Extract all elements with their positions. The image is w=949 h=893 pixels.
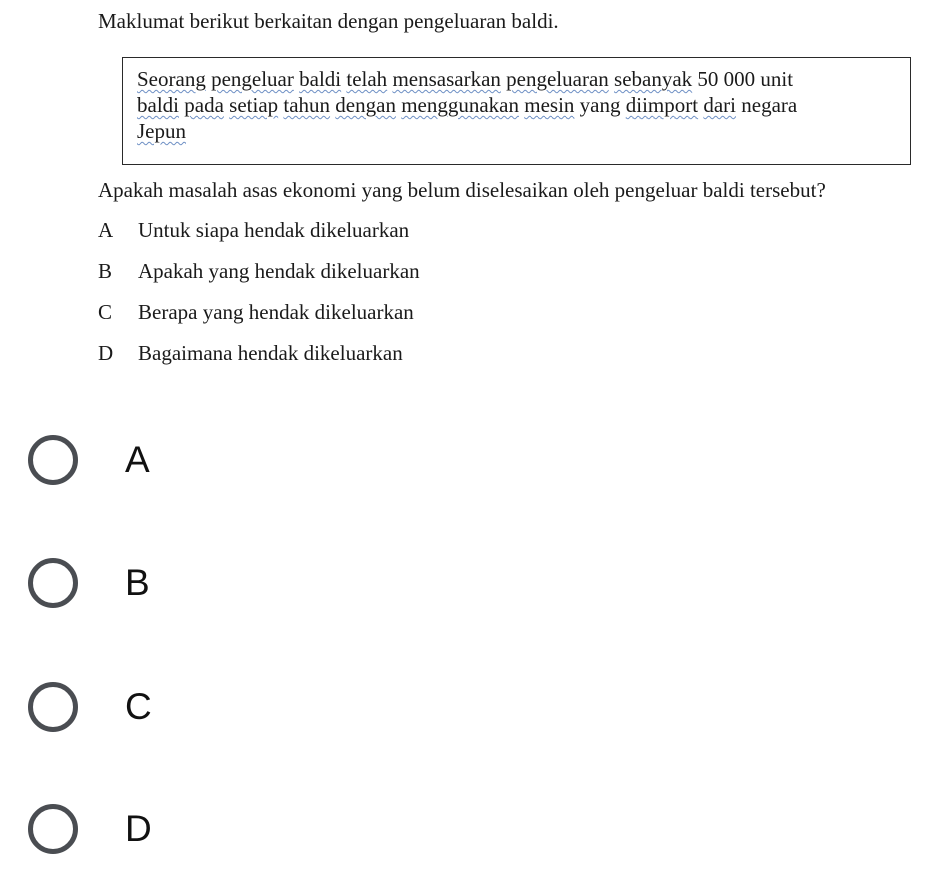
passage-line-3	[137, 118, 900, 144]
radio-button-icon[interactable]	[28, 558, 78, 608]
radio-button-icon[interactable]	[28, 682, 78, 732]
passage-word: menggunakan	[401, 93, 519, 117]
passage-word: pada	[184, 93, 224, 117]
passage-word: diimport	[625, 93, 699, 117]
passage-line-2	[137, 92, 900, 118]
passage-word: tahun	[283, 93, 331, 117]
option-text: Berapa yang hendak dikeluarkan	[138, 300, 414, 324]
passage-word: baldi	[137, 93, 179, 117]
passage-word: negara	[741, 93, 798, 117]
answer-choice-label[interactable]: D	[125, 808, 152, 849]
passage-word: pengeluar	[211, 67, 294, 91]
passage-word: Seorang	[137, 67, 206, 91]
info-passage-box	[122, 57, 911, 165]
answer-choice-label[interactable]: B	[125, 562, 150, 603]
passage-word: Jepun	[137, 119, 186, 143]
option-text: Bagaimana hendak dikeluarkan	[138, 341, 403, 365]
passage-word: dari	[703, 93, 736, 117]
option-letter: A	[98, 218, 114, 242]
passage-word: telah	[346, 67, 388, 91]
answer-choice-c[interactable]	[28, 676, 152, 738]
passage-word: sebanyak	[614, 67, 693, 91]
answer-choice-label[interactable]: A	[125, 439, 150, 480]
option-text: Apakah yang hendak dikeluarkan	[138, 259, 420, 283]
answer-choice-b[interactable]	[28, 552, 150, 614]
passage-word: setiap	[229, 93, 279, 117]
question-text: Apakah masalah asas ekonomi yang belum diselesaikan oleh pengeluar baldi tersebut?	[98, 178, 826, 202]
option-letter: D	[98, 341, 114, 365]
option-c	[98, 299, 414, 325]
passage-word: mensasarkan	[392, 67, 501, 91]
option-text: Untuk siapa hendak dikeluarkan	[138, 218, 410, 242]
passage-line-1	[137, 66, 900, 92]
answer-choice-d[interactable]	[28, 798, 152, 860]
passage-word: yang	[579, 93, 621, 117]
option-letter: B	[98, 259, 113, 283]
intro-text: Maklumat berikut berkaitan dengan pengeluaran baldi.	[98, 9, 559, 33]
passage-word: baldi	[299, 67, 342, 91]
option-letter: C	[98, 300, 113, 324]
option-b	[98, 258, 420, 284]
option-a	[98, 217, 409, 243]
passage-word: mesin	[524, 93, 575, 117]
passage-word: 50 000 unit	[697, 67, 794, 91]
answer-choice-label[interactable]: C	[125, 686, 152, 727]
radio-button-icon[interactable]	[28, 804, 78, 854]
passage-word: dengan	[335, 93, 396, 117]
answer-choice-a[interactable]	[28, 429, 150, 491]
passage-word: pengeluaran	[506, 67, 609, 91]
radio-button-icon[interactable]	[28, 435, 78, 485]
option-d	[98, 340, 403, 366]
